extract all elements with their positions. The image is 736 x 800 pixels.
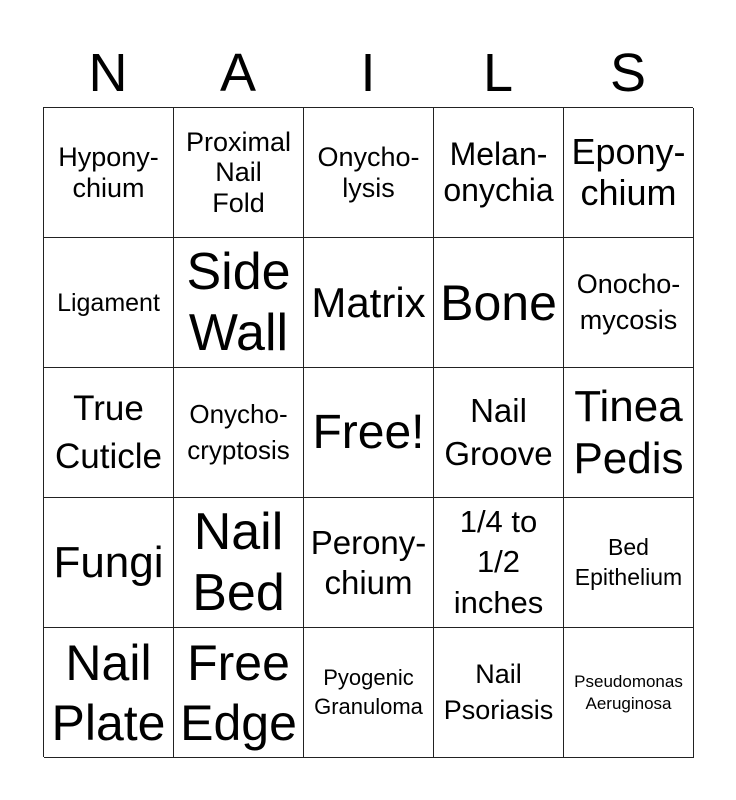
cell-text: 1/4 to 1/2 inches xyxy=(453,504,544,620)
cell-text: Nail Bed xyxy=(192,502,285,622)
cell-text: Bed Epithelium xyxy=(574,533,683,590)
cell-text: Epony- chium xyxy=(571,131,686,213)
cell-text: Ligament xyxy=(57,288,160,317)
bingo-cell[interactable] xyxy=(434,108,564,238)
cell-text: Nail Plate xyxy=(51,634,166,751)
cell-text: Proximal Nail Fold xyxy=(185,127,292,218)
bingo-cell[interactable] xyxy=(434,628,564,758)
cell-text: Matrix xyxy=(311,278,426,326)
header-letter-a: A xyxy=(219,43,257,103)
cell-text: Perony- chium xyxy=(310,523,427,601)
cell-text: Side Wall xyxy=(186,242,291,362)
bingo-cell[interactable] xyxy=(44,498,174,628)
bingo-cell[interactable] xyxy=(434,368,564,498)
bingo-cell[interactable] xyxy=(174,498,304,628)
bingo-cell[interactable] xyxy=(304,108,434,238)
bingo-cell[interactable] xyxy=(304,628,434,758)
cell-text: Pyogenic Granuloma xyxy=(314,664,423,719)
bingo-cell[interactable] xyxy=(564,238,694,368)
header-letter-n: N xyxy=(88,43,128,103)
cell-text: Nail Groove xyxy=(444,391,553,472)
bingo-cell[interactable] xyxy=(564,108,694,238)
cell-text: Tinea Pedis xyxy=(573,382,684,483)
bingo-cell[interactable] xyxy=(174,108,304,238)
cell-text: Hypony- chium xyxy=(58,142,159,203)
cell-text: Bone xyxy=(440,274,557,331)
bingo-cell[interactable] xyxy=(304,238,434,368)
cell-text: Onycho- cryptosis xyxy=(187,399,290,465)
bingo-cell[interactable] xyxy=(44,628,174,758)
cell-text: Melan- onychia xyxy=(443,135,554,208)
bingo-cell[interactable] xyxy=(44,238,174,368)
bingo-cell[interactable] xyxy=(564,368,694,498)
cell-text: Free Edge xyxy=(180,634,297,751)
bingo-cell[interactable] xyxy=(564,498,694,628)
header-letter-s: S xyxy=(609,43,647,103)
bingo-cell[interactable] xyxy=(434,238,564,368)
header-letter-l: L xyxy=(482,43,514,103)
bingo-cell[interactable] xyxy=(44,368,174,498)
bingo-cell[interactable] xyxy=(174,628,304,758)
cell-text: True Cuticle xyxy=(55,389,162,476)
bingo-header xyxy=(43,40,693,106)
header-letter-i: I xyxy=(360,43,376,103)
bingo-cell[interactable] xyxy=(434,498,564,628)
bingo-cell[interactable] xyxy=(44,108,174,238)
bingo-cell[interactable] xyxy=(304,498,434,628)
bingo-cell[interactable] xyxy=(564,628,694,758)
bingo-cell[interactable] xyxy=(304,368,434,498)
cell-text: Onocho- mycosis xyxy=(576,269,681,335)
cell-text: Fungi xyxy=(53,537,164,587)
bingo-cell[interactable] xyxy=(174,368,304,498)
cell-text: Nail Psoriasis xyxy=(443,659,554,725)
free-space-label: Free! xyxy=(312,405,425,459)
bingo-grid xyxy=(43,107,693,757)
cell-text: Pseudomonas Aeruginosa xyxy=(574,672,683,713)
cell-text: Onycho- lysis xyxy=(317,142,420,203)
bingo-cell[interactable] xyxy=(174,238,304,368)
